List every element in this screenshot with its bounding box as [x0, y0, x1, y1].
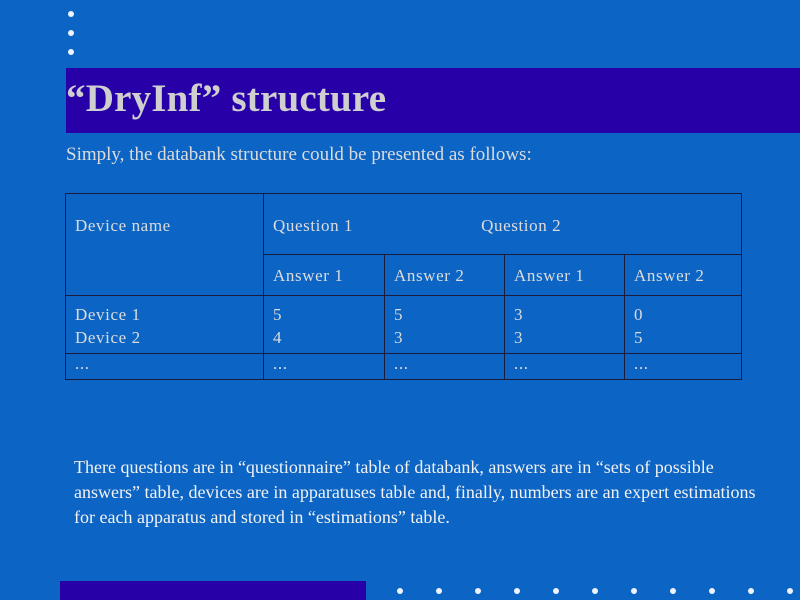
decor-dot [709, 588, 715, 594]
value: 3 [394, 328, 404, 347]
decor-dot [436, 588, 442, 594]
value: 0 [634, 305, 644, 324]
decor-dot [68, 30, 74, 36]
table-row-ellipsis [66, 354, 742, 380]
table-header-row [66, 194, 742, 255]
value: 5 [634, 328, 644, 347]
ellipsis-cell: ... [625, 354, 742, 380]
bottom-bar [60, 581, 366, 600]
device-names-cell [66, 296, 264, 354]
value-cell [385, 296, 505, 354]
header-question-2: Question 2 [481, 216, 562, 235]
decor-dot [787, 588, 793, 594]
value-cell [625, 296, 742, 354]
value: 5 [273, 305, 283, 324]
value-cell [505, 296, 625, 354]
header-answer: Answer 2 [385, 255, 505, 296]
decor-dot [68, 49, 74, 55]
slide-body-text: There questions are in “questionnaire” table of databank, answers are in “sets of possible answers” table, devices are in apparatuses table and, finally, numbers are an expert estimations for each apparatus and stored in “estimations” table. [74, 457, 756, 527]
decor-dot [68, 11, 74, 17]
ellipsis-cell: ... [385, 354, 505, 380]
value: 4 [273, 328, 283, 347]
header-answer: Answer 2 [625, 255, 742, 296]
slide-title: “DryInf” structure [66, 77, 387, 120]
table-row [66, 296, 742, 354]
header-device-name: Device name [66, 194, 264, 296]
decor-dot [631, 588, 637, 594]
ellipsis-cell: ... [264, 354, 385, 380]
ellipsis-cell: ... [66, 354, 264, 380]
decor-dot [397, 588, 403, 594]
header-questions [264, 194, 742, 255]
decor-dot [748, 588, 754, 594]
ellipsis-cell: ... [505, 354, 625, 380]
device-name: Device 2 [75, 328, 141, 347]
value: 5 [394, 305, 404, 324]
value: 3 [514, 305, 524, 324]
decor-dot [553, 588, 559, 594]
value-cell [264, 296, 385, 354]
header-answer: Answer 1 [505, 255, 625, 296]
databank-structure-table [65, 193, 742, 380]
header-question-1: Question 1 [273, 216, 354, 235]
device-name: Device 1 [75, 305, 141, 324]
decor-dot [670, 588, 676, 594]
value: 3 [514, 328, 524, 347]
decor-dot [592, 588, 598, 594]
decor-dot [514, 588, 520, 594]
slide-subtitle: Simply, the databank structure could be presented as follows: [66, 144, 532, 165]
header-answer: Answer 1 [264, 255, 385, 296]
decor-dot [475, 588, 481, 594]
